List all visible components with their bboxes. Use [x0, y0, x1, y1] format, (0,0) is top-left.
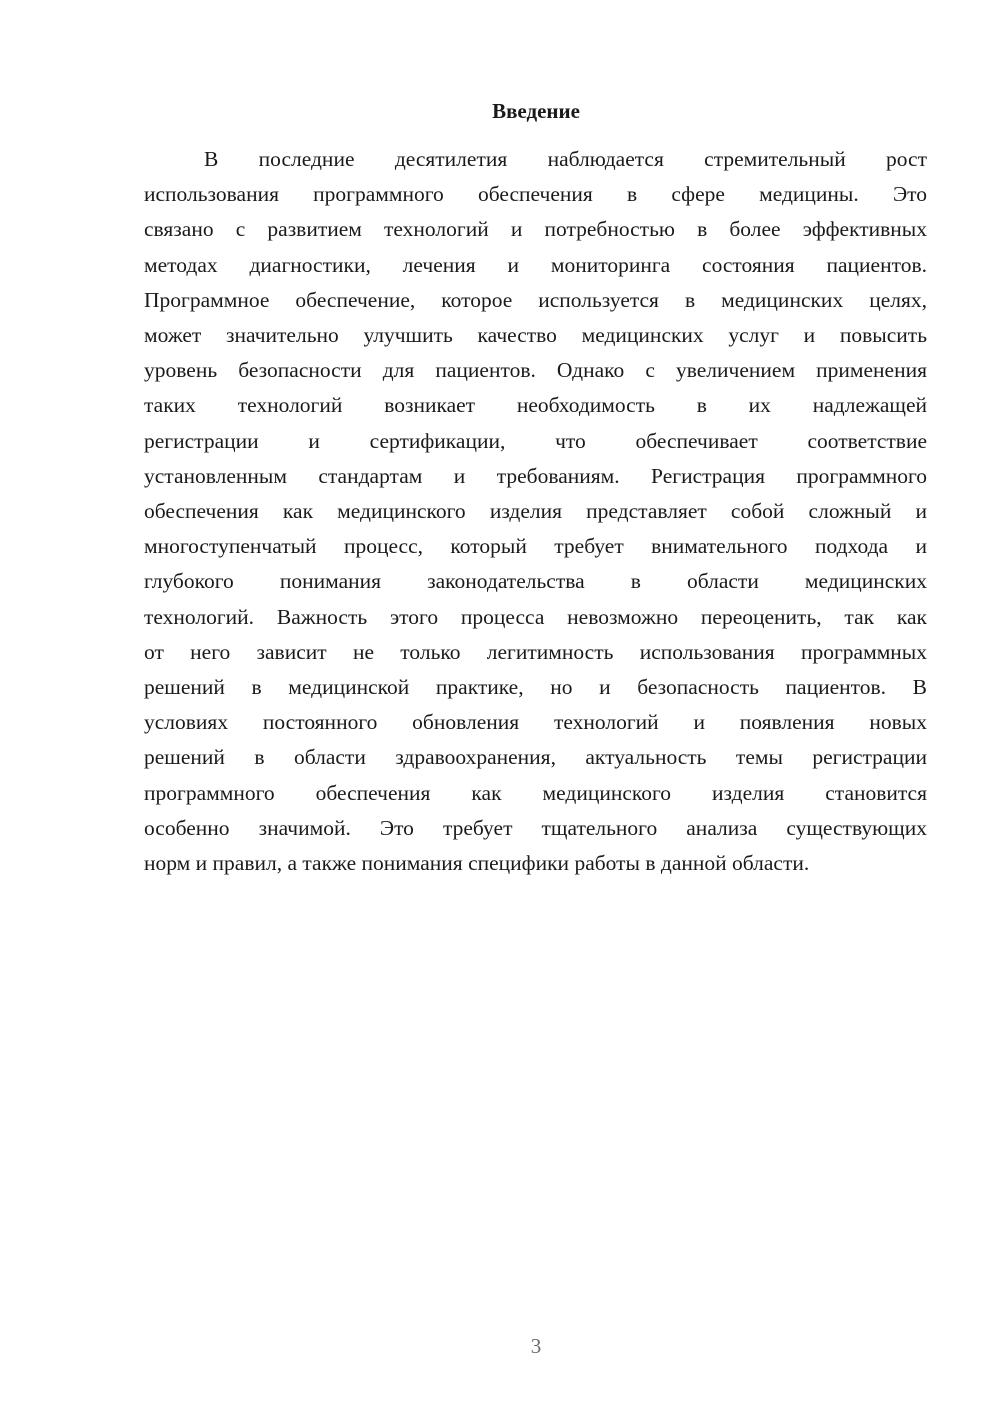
- paragraph-line: технологий. Важность этого процесса невозможно переоценить, так как: [144, 604, 927, 629]
- paragraph-line: регистрации и сертификации, что обеспечивает соответствие: [144, 428, 927, 453]
- paragraph-line: решений в области здравоохранения, актуальность темы регистрации: [144, 745, 927, 770]
- paragraph-line: решений в медицинской практике, но и безопасность пациентов. В: [144, 675, 927, 700]
- paragraph-line: методах диагностики, лечения и мониторинга состояния пациентов.: [144, 252, 927, 277]
- paragraph-line: использования программного обеспечения в сфере медицины. Это: [144, 182, 927, 207]
- paragraph-line: глубокого понимания законодательства в области медицинских: [144, 569, 927, 594]
- paragraph-line: условиях постоянного обновления технологий и появления новых: [144, 710, 927, 735]
- paragraph-line: таких технологий возникает необходимость в их надлежащей: [144, 393, 927, 418]
- paragraph-line: установленным стандартам и требованиям. Регистрация программного: [144, 463, 927, 488]
- introduction-paragraph: [144, 142, 927, 881]
- paragraph-line: многоступенчатый процесс, который требует внимательного подхода и: [144, 534, 927, 559]
- paragraph-line: связано с развитием технологий и потребностью в более эффективных: [144, 217, 927, 242]
- paragraph-line: норм и правил, а также понимания специфики работы в данной области.: [144, 851, 810, 876]
- paragraph-line: может значительно улучшить качество медицинских услуг и повысить: [144, 323, 927, 348]
- paragraph-line: Программное обеспечение, которое используется в медицинских целях,: [144, 287, 927, 312]
- paragraph-line: программного обеспечения как медицинского изделия становится: [144, 780, 927, 805]
- paragraph-line: уровень безопасности для пациентов. Однако с увеличением применения: [144, 358, 927, 383]
- paragraph-line: В последние десятилетия наблюдается стремительный рост: [204, 147, 927, 171]
- paragraph-line: от него зависит не только легитимность использования программных: [144, 639, 927, 664]
- page-number: 3: [530, 1334, 542, 1358]
- paragraph-line: особенно значимой. Это требует тщательного анализа существующих: [144, 815, 927, 840]
- section-heading: Введение: [492, 99, 580, 123]
- paragraph-line: обеспечения как медицинского изделия представляет собой сложный и: [144, 499, 927, 524]
